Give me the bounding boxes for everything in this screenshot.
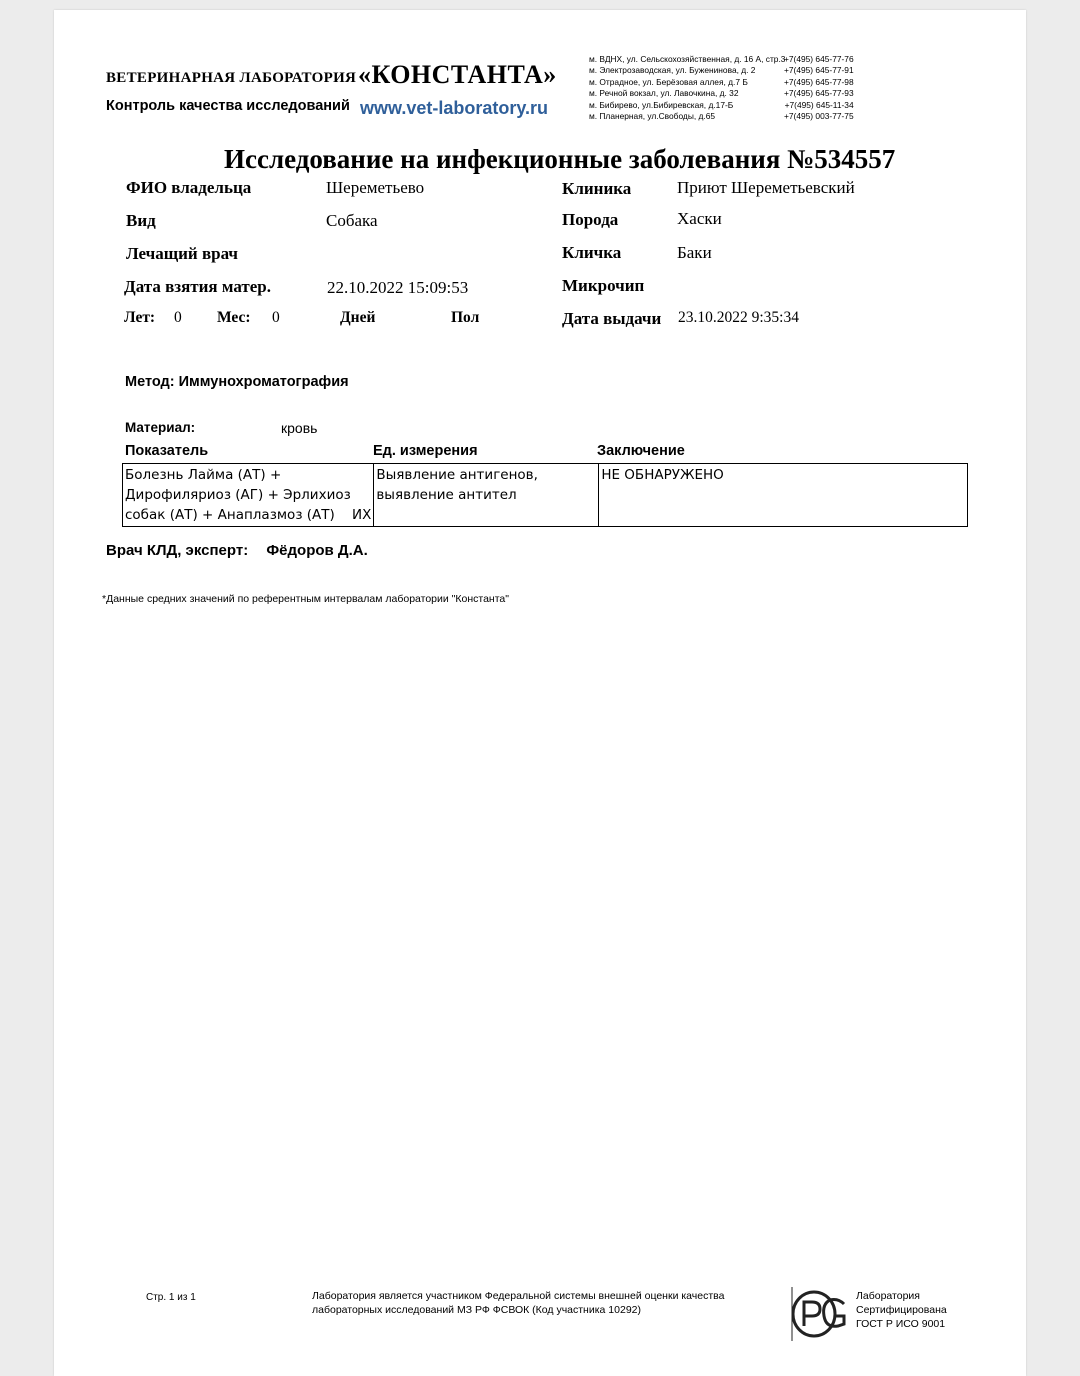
cert-line: ГОСТ Р ИСО 9001 — [856, 1318, 946, 1330]
report-page — [54, 10, 1026, 1376]
column-header-unit: Ед. измерения — [373, 443, 478, 459]
conclusion-cell — [599, 464, 968, 527]
species-value: Собака — [326, 211, 378, 230]
rst-certification-icon — [790, 1286, 852, 1347]
method: Метод: Иммунохроматография — [125, 374, 349, 390]
owner-label: ФИО владельца — [126, 178, 252, 197]
column-header-conclusion: Заключение — [597, 443, 685, 459]
indicator-line: Болезнь Лайма (АТ) + — [125, 467, 282, 483]
branch-phone: +7(495) 645-77-76 — [784, 54, 854, 64]
branch-address: м. Речной вокзал, ул. Лавочкина, д. 32 — [589, 88, 739, 99]
page-number: Стр. 1 из 1 — [146, 1292, 196, 1303]
indicator-line: Дирофиляриоз (АГ) + Эрлихиоз — [125, 487, 351, 503]
issue-date-value: 23.10.2022 9:35:34 — [678, 309, 799, 326]
expert-label: Врач КЛД, эксперт: — [106, 542, 249, 559]
branch-phone: +7(495) 645-77-91 — [784, 65, 854, 76]
species-label: Вид — [126, 211, 156, 230]
breed-value: Хаски — [677, 209, 722, 228]
cert-line: Лаборатория — [856, 1290, 920, 1302]
unit-line: Выявление антигенов, — [376, 467, 538, 483]
material-label: Материал: — [125, 420, 196, 435]
breed-label: Порода — [562, 210, 619, 229]
clinic-value: Приют Шереметьевский — [677, 178, 855, 197]
issue-date-label: Дата выдачи — [562, 309, 662, 328]
nickname-value: Баки — [677, 243, 712, 262]
lab-website-link[interactable]: www.vet-laboratory.ru — [360, 98, 549, 118]
branch-address: м. Электрозаводская, ул. Буженинова, д. 2 — [589, 65, 756, 76]
lab-name: ВЕТЕРИНАРНАЯ ЛАБОРАТОРИЯ — [106, 70, 357, 86]
branch-phone: +7(495) 645-77-93 — [784, 88, 854, 99]
age-months-label: Мес: — [217, 309, 251, 326]
attending-doctor-label: Лечащий врач — [126, 244, 238, 263]
branch-phone: +7(495) 645-11-34 — [784, 99, 854, 110]
branch-address: м. ВДНХ, ул. Сельскохозяйственная, д. 16 А, стр.3 — [589, 54, 786, 64]
branch-address: м. Отрадное, ул. Берёзовая аллея, д.7 Б — [589, 76, 748, 87]
expert-signature — [106, 542, 368, 559]
microchip-label: Микрочип — [562, 276, 645, 295]
report-title: Исследование на инфекционные заболевания №534557 — [224, 144, 896, 174]
branch-phone: +7(495) 645-77-98 — [784, 76, 854, 87]
material-value: кровь — [281, 420, 318, 436]
branch-address: м. Планерная, ул.Свободы, д.65 — [589, 111, 716, 122]
sample-date-label: Дата взятия матер. — [124, 277, 271, 296]
age-months-value: 0 — [272, 309, 280, 326]
clinic-label: Клиника — [562, 179, 632, 198]
branch-address: м. Бибирево, ул.Бибиревская, д.17-Б — [589, 99, 734, 110]
branch-phone: +7(495) 003-77-75 — [784, 111, 854, 122]
certification-text — [856, 1289, 947, 1331]
branch-addresses — [589, 54, 785, 122]
column-header-indicator: Показатель — [125, 443, 209, 459]
fsvok-statement: Лаборатория является участником Федеральной системы внешней оценки качества лабораторных исследований МЗ РФ ФСВОК (Код участника 10292) — [312, 1290, 725, 1316]
reference-note: *Данные средних значений по референтным интервалам лаборатории "Константа" — [102, 593, 509, 605]
branch-phones — [784, 54, 854, 122]
sex-label: Пол — [451, 309, 480, 326]
results-table — [122, 463, 968, 527]
conclusion-value: НЕ ОБНАРУЖЕНО — [601, 467, 724, 483]
table-row — [123, 464, 968, 527]
lab-brand: «КОНСТАНТА» — [358, 60, 557, 89]
age-years-label: Лет: — [124, 309, 156, 326]
age-days-label: Дней — [340, 309, 376, 326]
nickname-label: Кличка — [562, 243, 622, 262]
age-years-value: 0 — [174, 309, 182, 326]
indicator-line: собак (АТ) + Анаплазмоз (АТ) ИХ — [125, 507, 372, 523]
expert-name: Фёдоров Д.А. — [266, 542, 368, 559]
unit-cell — [374, 464, 599, 527]
indicator-cell — [123, 464, 374, 527]
quality-control-tagline: Контроль качества исследований — [106, 98, 350, 114]
owner-value: Шереметьево — [326, 178, 425, 197]
sample-date-value: 22.10.2022 15:09:53 — [327, 278, 469, 297]
unit-line: выявление антител — [376, 487, 517, 503]
cert-line: Сертифицирована — [856, 1304, 947, 1316]
